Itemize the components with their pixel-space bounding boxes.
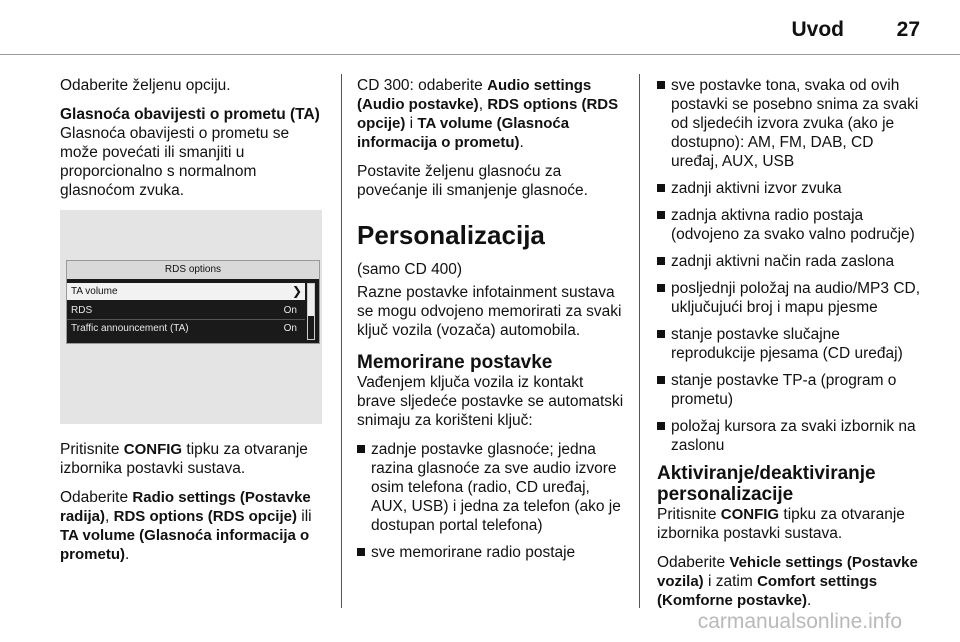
menu-scrollbar[interactable] [307, 283, 315, 340]
list-item: zadnja aktivna radio postaja (odvojeno za svako valno područje) [657, 206, 923, 244]
cd400-note: (samo CD 400) [357, 261, 463, 278]
config-key-label: CONFIG [720, 506, 780, 523]
column-3 [657, 76, 923, 620]
list-item: sve memorirane radio postaje [357, 543, 625, 562]
config-instruction [657, 505, 923, 543]
menu-path-audio-settings: Audio settings (Audio postavke) [357, 77, 592, 113]
column-2 [357, 76, 625, 570]
text-run: Pritisnite [657, 506, 721, 523]
menu-item-label: Traffic announcement (TA) [71, 323, 189, 334]
menu-path-ta-volume: TA volume (Glasnoća informacija o prometu) [60, 527, 310, 563]
text-run: Pritisnite [60, 441, 124, 458]
list-item: sve postavke tona, svaka od ovih postavki se posebno snima za svaki od sljedećih izvora zvuka (ako je dostupno): AM, FM, DAB, CD uređaj, AUX, USB [657, 76, 923, 171]
menu-item-ta-volume[interactable] [67, 283, 305, 300]
menu-item-label: TA volume [71, 286, 118, 297]
page-header [0, 0, 960, 56]
personalization-text: Razne postavke infotainment sustava se mogu odvojeno memorirati za svaki ključ vozila (vozača) automobila. [357, 284, 622, 339]
text-run: . [125, 546, 130, 563]
list-item: stanje postavke slučajne reprodukcije pjesama (CD uređaj) [657, 325, 923, 363]
ta-volume-text: Glasnoća obavijesti o prometu se može povećati ili smanjiti u proporcionalno s normalnom glasnoćom zvuka. [60, 125, 290, 199]
chevron-right-icon: ❯ [291, 284, 302, 298]
column-divider-1 [341, 74, 342, 608]
menu-path-radio-settings: Radio settings (Postavke radija) [60, 489, 311, 525]
rds-options-figure [60, 210, 322, 424]
column-1 [60, 76, 326, 574]
subsection-memorirane-postavke: Memorirane postavke [357, 352, 553, 373]
volume-adjust-text: Postavite željenu glasnoću za povećanje ili smanjenje glasnoće. [357, 163, 588, 199]
list-item: zadnje postavke glasnoće; jedna razina glasnoće za sve audio izvore osim telefona (radio, CD uređaj, AUX, USB) i jedna za telefon (ako je dostupan portal telefona) [357, 440, 625, 535]
menu-item-traffic-announcement[interactable] [67, 320, 305, 337]
menu-path-rds-options: RDS options (RDS opcije) [113, 508, 297, 525]
text-run: , [478, 96, 488, 113]
menu-item-value: On [283, 305, 297, 316]
vehicle-settings-instruction [657, 553, 923, 610]
text-run: . [807, 592, 812, 609]
text-run: tipku za otvaranje izbornika postavki sustava. [657, 506, 905, 542]
config-key-label: CONFIG [123, 441, 183, 458]
list-item: posljednji položaj na audio/MP3 CD, uključujući broj i mapu pjesme [657, 279, 923, 317]
cd300-instruction [357, 76, 625, 152]
text-run: ili [296, 508, 312, 525]
scroll-thumb[interactable] [308, 284, 314, 316]
list-item: zadnji aktivni izvor zvuka [657, 179, 923, 198]
screen-title: RDS options [67, 261, 319, 279]
text-run: tipku za otvaranje izbornika postavki sustava. [60, 441, 308, 477]
menu-path-vehicle-settings: Vehicle settings (Postavke vozila) [657, 554, 918, 590]
text-run: . [519, 134, 524, 151]
menu-item-rds[interactable] [67, 302, 305, 320]
menu-item-value: On [283, 323, 297, 334]
page-title: Uvod [791, 18, 844, 41]
menu-item-label: RDS [71, 305, 93, 316]
header-rule [0, 54, 960, 55]
text-run: , [105, 508, 114, 525]
intro-text: Odaberite željenu opciju. [60, 77, 231, 94]
page-number: 27 [896, 18, 920, 41]
list-item: položaj kursora za svaki izbornik na zaslonu [657, 417, 923, 455]
text-run: i [405, 115, 418, 132]
menu-path-ta-volume: TA volume (Glasnoća informacija o prometu) [357, 115, 570, 151]
ta-volume-heading: Glasnoća obavijesti o prometu (TA) [60, 106, 320, 123]
memorized-list [357, 440, 625, 562]
config-instruction [60, 440, 326, 478]
memorized-intro: Vađenjem ključa vozila iz kontakt brave sljedeće postavke se automatski snimaju za korišteni ključ: [357, 374, 624, 429]
watermark: carmanualsonline.info [697, 610, 902, 633]
text-run: Odaberite [60, 489, 133, 506]
menu-path-comfort-settings: Comfort settings (Komforne postavke) [657, 573, 878, 609]
list-item: stanje postavke TP-a (program o prometu) [657, 371, 923, 409]
column-divider-2 [639, 74, 640, 608]
text-run: Odaberite [657, 554, 730, 571]
rds-options-screen [66, 260, 320, 344]
menu-path-rds-options: RDS options (RDS opcije) [357, 96, 619, 132]
text-run: i zatim [703, 573, 758, 590]
list-item: zadnji aktivni način rada zaslona [657, 252, 923, 271]
select-instruction [60, 488, 326, 564]
section-personalizacija: Personalizacija [357, 220, 545, 250]
memorized-list-continued [657, 76, 923, 455]
text-run: CD 300: odaberite [357, 77, 488, 94]
subsection-aktiviranje: Aktiviranje/deaktiviranje personalizacije [657, 463, 876, 505]
